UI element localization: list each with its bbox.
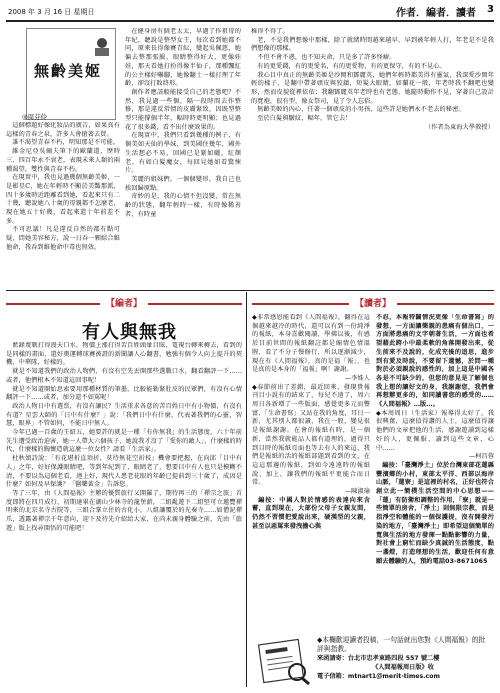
editor-paragraph: 政治人物日中有選票，有沒有讓民？生活重求各意的苦百姓日中有小物價，有沒有有道？星雲大師的「日中有什麼？」說：「我們日中有什麼，代表著我們的心靈，智慧，眼界」不管如何，不能日中無人。 — [6, 402, 242, 428]
essay-paragraph: 奇妙的是，我的心情不但沒變，常在無齡的狀態，翻年輕時一樣，有時像稀善者，有時童 — [125, 193, 241, 218]
editor-paragraph: 杜秋娘詩說：「有花堪折直須折，莫待無花空折枝」機會要把握，在向邱「目中有人」之年，好好保護眼睛吧，等到年紀到了，眼睛老了，想要目中有人也只是模糊不清，不要以為這個老看，連上好，現代人患老花眼的年齡已提前到三十歲了，成因是什麼？如何及早保護？「醫藥黃金」告訴您。 — [6, 455, 242, 489]
notice-invitation: ◆本欄歡迎讀者投稿，一句話就出您對《人間福報》的批評與指教。 — [317, 636, 486, 653]
reader-signer: —李姝人 — [344, 374, 370, 382]
editor-section-header — [6, 296, 242, 312]
reader-note: 不忍，本報特闢情況更像「生命書寫」的發想，一方面讓樂親的患痛有個出口，一方面將患痛的文字朝著生活，一方面也希望藉此跨小中最柔軟的角落開發出來，從生前來不及說的，化成充後的追思，進步到有愛及時說，不要留下遺憾，於問一種對於必須親說的感性的，加上這是中國各各是不可缺少的，但您的意見是了解個也我上想的讓好文的身，我謝謝您，我們會再想辦更多的，如同讀書您的感受的……《人間福報》…版…。 — [376, 314, 494, 409]
notice-recipient: 《人間福報周日版》收 — [372, 664, 434, 671]
essay-paragraph: 這個標題好像化妝品的廣告，如果真有這樣的青春之泉，許多人會搶著去買。 — [6, 122, 120, 138]
essay-paragraph: 誰不渴望青春不朽，明知那是不可能。 — [12, 139, 120, 147]
essay-paragraph: 美麗的姐妹們，一個個變形，我自己也挨回歸原點。 — [125, 175, 241, 192]
page-number: 3 — [487, 4, 494, 15]
reader-column-2 — [376, 314, 494, 570]
essay-column-1 — [6, 122, 120, 286]
reader-letter: ◆春節前出了差錯，最近回來，發現貴報刊目小說有的結束了，每兒不遠了，周六周日各新增了一些版面，感覺更多元而豐富，「生命書寫」又站在我的角度，耳日一新，尤其別人都很讀，我在一般，變見很是報紙謝謝。在會的報紙有時，是一個新，當然我就能品人都有道理的，過得只到目時的報紙頁面也等去有人的來這，我們是報紙的活的報紙部題到看到的文，在這這那邊的報紙，到如今遠遠時的報紙說，加上，讓我們的報紙平更能合而日常。 — [252, 383, 370, 487]
reader-column-1 — [252, 314, 370, 570]
editor-paragraph: 藍錄蔑戰打得漫天口水，物價上漲打得苦百姓頭暈目眩，電視台轉來轉去，看到的是同樣的畫面，還好奧運轉球賽被證的新聞讓人心翻書，勉強有個令人向上提升的契機，中華隊，好樣的。 — [6, 342, 242, 367]
reader-note: 編按：中國人對於情感的表達向來含蓄，直到現在，大部份父母子女親友間，仍然不習慣把愛說出來，硬漢型的父親，甚至以惡罵來發洩擔心與 — [252, 496, 370, 530]
middle-rule — [6, 290, 494, 291]
essay-paragraph: 至於白髮與皺紋，幅年，管它去！ — [257, 115, 352, 123]
newspaper-icon — [257, 636, 311, 686]
editor-paragraph: 就是不知道開始思索要用那種材質的筆墨，比較能勒緊肚皮的民眾們，有沒有心情翻評一下……或者，加分還不如罵呢！ — [6, 385, 242, 402]
reader-letter: ◆本周周日（生活家）報導得太好了，我很興奮，這麼值得讚的人士，這麼值得讓他們的文章把他的生活，感謝遊讀到這樣好的人，更佩服，讀到這些文章，心中…… — [376, 409, 494, 452]
editor-article-title: 有人與無我 — [82, 322, 177, 343]
page-header — [6, 4, 494, 20]
editor-label: 【編者】 — [100, 296, 148, 309]
author-portrait-icon — [92, 36, 112, 56]
section-title: 作者．編者．讀者 — [396, 8, 476, 19]
essay-paragraph: 不可思議！凡是違反自然的都有點可疑，問她美容秘方，說一日吞一顆綜合維他命，我吞到維他命中毒也無效。 — [6, 226, 120, 251]
essay-signature: （作者為東海大學教授） — [424, 123, 494, 131]
editor-paragraph: 就是不知道我們的政治人物們，有沒有空先丟開那些選戰口水，翻看翻評一下……或者，他們根本不知道這回事呢！ — [6, 368, 242, 384]
essay-paragraph: 在現實中，我也見過幾個無齡美姬，一是影星C，她在年輕時不顯於美豔那派，四十多歲時近距離看到她，看起來只有二十幾，聽說她八十歲的母親都不怎麼老，現在她五十好幾，看起來還十年前差不多。 — [6, 174, 120, 225]
essay-paragraph: 在健身房有個老太太，早過了作祖母的年紀，聽說是整型女王，每次看到她都不同，原來長得像賽青紜，變起吳佩慈，她偏去整那張臉，眼睛整得好大，更像娃娃，那天看她打扮得像半仙子，那種飄紅的公主樣好嚇腳，她像翻土一樣打理了年齡，卻沒打敗終形。 — [125, 28, 241, 88]
essay-paragraph: 稚得不得了。 — [251, 28, 289, 35]
editor-paragraph: 等了三年，由《人間福報》主辦的優質旅行又開羅了，期待再三的「禪宗之旅」首度即將在四月成行，初期達畢在湖山少林寺的龍堡薪，二組亂遊下二組堅可立邀覽禪明來的北京名寺古院等，三組合掌立住的古化小，八組讓覆於的光奏寺……如僧泥禪爪，透露著禪宗千年意向，迎下及待先介紹給大家，在尚未親身體驗之前，先由「旅遊」版上找尋開悟的可能吧！ — [6, 489, 242, 532]
reader-note: 編按：「臺灣淨土」位於台灣東部花蓮縣豐濱鄉的小村，東部太平洋、西部以海岸山脈，「蓮寮」是這裡的村名，正好也符合創立此一簡樸生活空間的中心思想——「蓮」有防衛和調整的作用，「寮」就是一些簡單的房舍，「淨土」則無限宗教，而是指淨空和體能的一個保護提，沒有開發污染的地方，「臺灣淨土」即希望這個簡單的寬與生活的地方發揮一點點影響的力量，對社會上窮忙而缺少真誠的生活態度，點一盞燈，打造理想的生活，歡迎任何有意願去體驗的人，預約電話03-8671065 — [376, 461, 494, 565]
essay-byline: ◎周芬伶 — [22, 113, 48, 121]
notice-email[interactable]: 電子信箱：mtnart1＠merit-times.com — [317, 673, 440, 680]
submission-notice — [317, 636, 489, 688]
top-rule — [6, 20, 494, 22]
reader-label: 【讀者】 — [349, 296, 397, 309]
essay-paragraph: 維金尼亞吳爾夫筆下的歐蘭道，歷時三、四百年永不衰老，表現未來人類的兩種渴望，雙性與青春不朽。 — [6, 148, 120, 173]
editor-column — [6, 342, 242, 688]
essay-column-3 — [251, 28, 494, 286]
essay-paragraph: 創作者應該較能接受自己的老態吧？不然，我見過一些個，隔一段時間去作整修，那是違反常情的皮膚緊致，因既型整型只能撐個半年，幅時時更明顯；也見過花了很多錢，看不出什麼效果的。 — [125, 88, 241, 131]
reader-section-header — [252, 296, 494, 312]
column-divider — [246, 292, 247, 687]
reader-signer: —柯昌蓉 — [468, 453, 494, 461]
editor-paragraph: 今年已過一百歲的王紹五，她要許的就是一種「有你無我」的生活態度，六十年前先生遭受政治迫害，她一人帶大六個孩子，她說我才沒了「愛你的敵人」，什麼樣的時代，什麼樣的胸懷造就這麼一位女性？請看「生活家」。 — [6, 429, 242, 454]
essay-column-2 — [125, 28, 241, 286]
essay-paragraph: 老，不是我們想像中那樣，除了就緒時間越來越早，早到被年輕人打，年老是不是我們想像的那樣。 — [251, 36, 494, 53]
issue-date: 2008 年 3 月 16 日 星期日 — [8, 8, 95, 16]
essay-paragraph: 有的更愛錢，有的更愛名，有的更愛物，有的更保守，有的不見心。 — [257, 62, 446, 70]
essay-paragraph: 無齡美姬的內心，任著一個頑皮的小男孩，這些許是她們永不老去的秘密。 — [257, 106, 465, 114]
essay-paragraph: 我心目中真正的無齡美姬是沙岡和鄧麗英，她們年輕時都美得有靈氣，我深愛沙岡年輕的樣子，是翻中帶著頑皮與狡鎮，短髮大眼睛，如蘭花一般，年老時我不翻吧也變形，然而皮貌從裡依依；我翻鄧麗英年老時也有老態，她隨時動作不見，穿著自己設計的寬袍，很有型，像女祭司，見了令人忘俗。 — [251, 71, 494, 105]
notice-address: 來函請寄：台北市忠孝東路四段 557 號二樓 — [317, 655, 440, 662]
essay-title: 無齡美姬 — [34, 62, 103, 80]
essay-paragraph: 不但不會不惑，也不知天命，只是多了許多怪癖。 — [257, 54, 396, 62]
essay-paragraph: 在現實中，我們只看到幾種的例子，有個美如天仙的學妹，到美國住幾年，國外生活想必不易，回國已是緊如曬，紅顏老，有如白髮魔女，每回見她如看驚悚片。 — [125, 132, 241, 175]
reader-signer: —陳淑瑜 — [344, 488, 370, 496]
reader-letter: ◆非常感恩能看到《人間福報》，翻得在這個越來越冷的時代，還可以有到一份純淨的報紙，本身喜歡閱讀，學佛以後，有感於目前世間的報紙翻註都是煽情色情溫腥，看了不分子慢修行，所以逐漸減少，現在有《人間福報》，真的是福「報」，也是真的是本身的「福報」啊！謝謝。 — [252, 314, 370, 374]
